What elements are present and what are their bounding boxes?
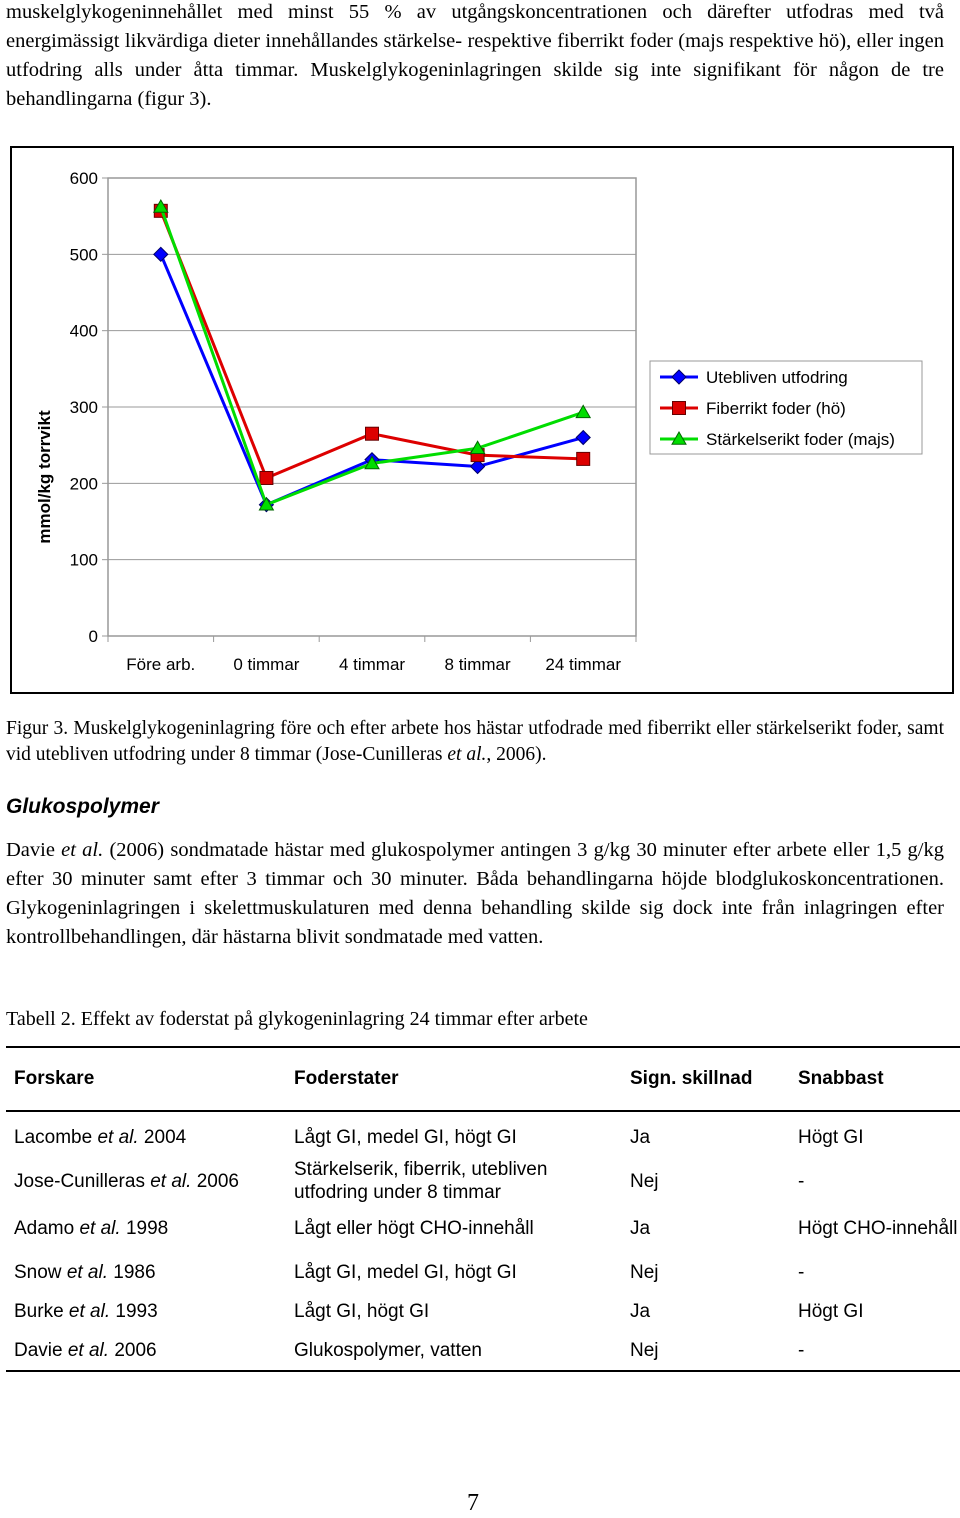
series-2 [154, 204, 589, 484]
cell-sign-skillnad: Nej [622, 1330, 790, 1371]
cell-forskare: Jose-Cunilleras et al. 2006 [14, 1170, 239, 1192]
cell-snabbast: Högt GI [798, 1126, 864, 1148]
table-row [6, 1330, 960, 1371]
cell-forskare: Snow et al. 1986 [14, 1261, 156, 1283]
data-point [576, 431, 590, 445]
x-tick-label: 24 timmar [545, 655, 621, 674]
chart-series [154, 200, 590, 512]
y-tick-label: 100 [69, 550, 98, 570]
data-point [260, 471, 273, 484]
table-row [6, 1204, 960, 1252]
cell-forskare: Adamo et al. 1998 [14, 1217, 169, 1239]
cell-foderstater: Lågt GI, medel GI, högt GI [294, 1126, 517, 1148]
cell-foderstater: Stärkelserik, fiberrik, utebliven utfodring under 8 timmar [294, 1159, 548, 1203]
x-tick-label: 0 timmar [233, 655, 300, 674]
y-tick-label: 300 [69, 398, 98, 417]
figure-caption: Figur 3. Muskelglykogeninlagring före och efter arbete hos hästar utfodrade med fiberrikt eller stärkelserikt foder, samt vid utebliven utfodring under 8 timmar (Jose-Cunilleras et al., 2006). [6, 718, 944, 765]
cell-sign-skillnad: Nej [630, 1170, 659, 1192]
data-point [577, 452, 590, 465]
header-snabbast: Snabbast [790, 1047, 960, 1111]
cell-sign-skillnad: Ja [630, 1217, 651, 1239]
header-forskare: Forskare [6, 1047, 286, 1111]
legend-label: Stärkelserikt foder (majs) [706, 430, 895, 449]
cell-snabbast: - [798, 1261, 805, 1283]
intro-paragraph: muskelglykogeninnehållet med minst 55 % av utgångskoncentrationen och därefter utfodras med två energimässigt likvärdiga dieter innehållandes stärkelse- respektive fiberrikt foder (majs respektive hö), eller ingen utfodring alls under åtta timmar. Muskelglykogeninlagringen skilde sig inte signifikant för någon de tre behandlingarna (figur 3). [6, 1, 944, 110]
header-sign-skillnad: Sign. skillnad [622, 1047, 790, 1111]
series-1 [154, 247, 590, 511]
cell-sign-skillnad: Ja [630, 1300, 651, 1322]
table-title: Tabell 2. Effekt av foderstat på glykogeninlagring 24 timmar efter arbete [6, 1008, 588, 1030]
legend-label: Utebliven utfodring [706, 368, 848, 387]
cell-forskare: Lacombe et al. 2004 [14, 1126, 187, 1148]
table-row [6, 1252, 960, 1292]
cell-forskare: Burke et al. 1993 [14, 1300, 158, 1322]
y-tick-label: 400 [69, 321, 98, 341]
davie-paragraph: Davie et al. (2006) sondmatade hästar med glukospolymer antingen 3 g/kg 30 minuter efter arbete eller 1,5 g/kg efter 30 minuter samt efter 3 timmar och 30 minuter. Båda behandlingarna höjde blodglukoskoncentrationen. Glykogeninlagringen i skelettmuskulaturen med denna behandling skilde sig dock inte från inlagringen efter kontrollbehandlingen, där hästarna blivit sondmatade med vatten. [6, 839, 944, 948]
cell-foderstater: Lågt GI, högt GI [294, 1300, 430, 1322]
chart-axes [35, 169, 636, 674]
y-tick-label: 200 [69, 474, 98, 494]
cell-snabbast: - [798, 1170, 805, 1192]
table-body [6, 1111, 960, 1371]
glycogen-table [6, 1046, 960, 1372]
data-point [366, 427, 379, 440]
page-number: 7 [467, 1490, 479, 1516]
y-tick-label: 500 [69, 245, 98, 265]
cell-snabbast: Högt GI [798, 1300, 864, 1322]
y-tick-label: 0 [88, 627, 98, 646]
table-row [6, 1292, 960, 1330]
data-point [154, 247, 168, 261]
chart-legend [650, 361, 922, 454]
table-row [6, 1158, 960, 1204]
legend-label: Fiberrikt foder (hö) [706, 399, 846, 418]
cell-forskare: Davie et al. 2006 [6, 1330, 286, 1371]
header-foderstater: Foderstater [286, 1047, 622, 1111]
y-tick-label: 600 [69, 169, 98, 188]
table-row [6, 1111, 960, 1158]
cell-snabbast: - [790, 1330, 960, 1371]
chart-gridlines [108, 254, 636, 559]
cell-foderstater: Lågt eller högt CHO-innehåll [294, 1217, 534, 1239]
cell-foderstater: Lågt GI, medel GI, högt GI [294, 1261, 517, 1283]
section-heading: Glukospolymer [6, 795, 159, 818]
legend-marker [673, 402, 686, 415]
y-axis-title: mmol/kg torrvikt [35, 410, 54, 544]
figure-3-chart [10, 146, 954, 694]
x-tick-label: 8 timmar [444, 655, 511, 674]
cell-foderstater: Glukospolymer, vatten [286, 1330, 622, 1371]
x-tick-label: 4 timmar [338, 655, 406, 674]
cell-sign-skillnad: Ja [630, 1126, 651, 1148]
table-container [6, 1046, 960, 1372]
line-chart [12, 148, 956, 696]
cell-sign-skillnad: Nej [630, 1261, 659, 1283]
x-tick-label: Före arb. [126, 655, 196, 674]
cell-snabbast: Högt CHO-innehåll [798, 1217, 958, 1239]
table-header-row [6, 1047, 960, 1111]
